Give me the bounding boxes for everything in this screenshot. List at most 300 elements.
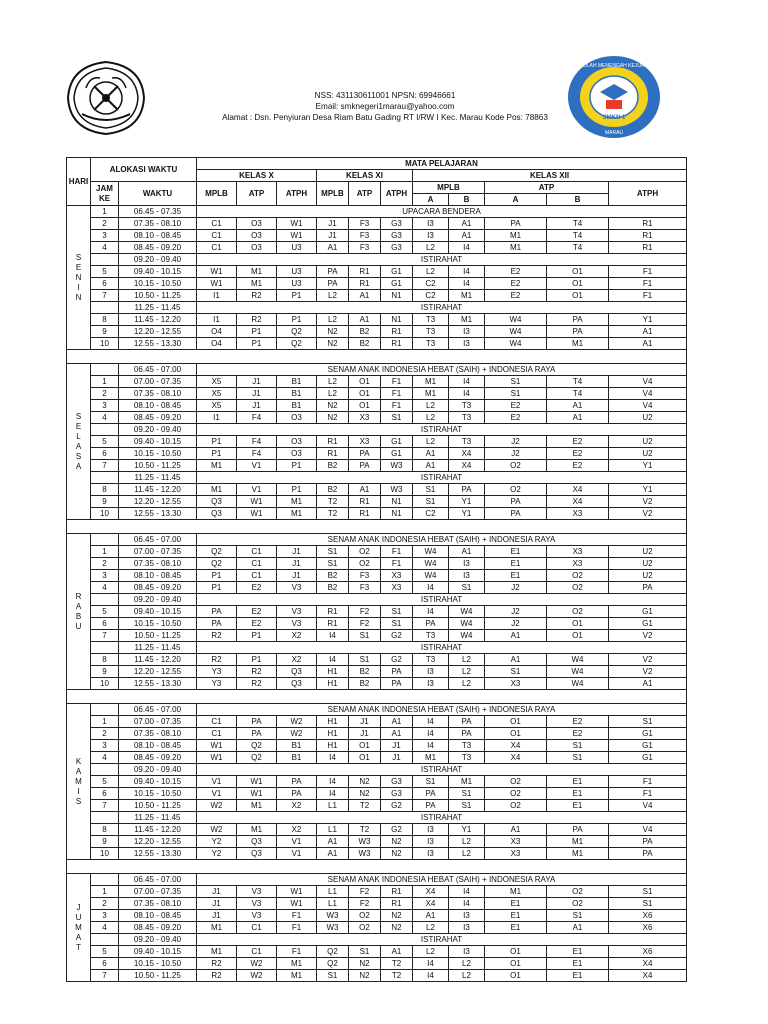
cell-subject: E1 <box>485 922 547 934</box>
cell-subject: Q2 <box>317 958 349 970</box>
cell-subject: PA <box>413 800 449 812</box>
table-row <box>67 364 687 376</box>
cell-subject: R2 <box>197 970 237 982</box>
cell-subject: A1 <box>449 218 485 230</box>
cell-subject: W2 <box>237 970 277 982</box>
cell-subject: W4 <box>547 666 609 678</box>
table-row <box>67 570 687 582</box>
cell-subject: L2 <box>413 266 449 278</box>
cell-waktu: 10.50 - 11.25 <box>119 630 197 642</box>
day-selasa <box>67 364 91 520</box>
cell-jam: 10 <box>91 678 119 690</box>
day-letter: N <box>75 272 82 282</box>
table-row <box>67 326 687 338</box>
cell-waktu: 07.35 - 08.10 <box>119 388 197 400</box>
cell-waktu: 11.45 - 12.20 <box>119 654 197 666</box>
cell-subject: R1 <box>317 618 349 630</box>
cell-subject: T2 <box>381 970 413 982</box>
cell-subject: Q2 <box>277 338 317 350</box>
cell-subject: S1 <box>547 752 609 764</box>
school-logo-ring-text: SEKOLAH MENENGAH KEJURUAN <box>572 63 656 69</box>
cell-subject: J1 <box>197 886 237 898</box>
cell-subject: E2 <box>485 290 547 302</box>
cell-subject: X3 <box>381 570 413 582</box>
table-row <box>67 606 687 618</box>
school-logo-icon <box>566 54 662 140</box>
day-letter: N <box>75 292 82 302</box>
table-row <box>67 642 687 654</box>
cell-subject: T2 <box>317 496 349 508</box>
table-row <box>67 776 687 788</box>
day-letter: A <box>75 932 82 942</box>
cell-waktu: 08.45 - 09.20 <box>119 242 197 254</box>
cell-subject: T3 <box>413 338 449 350</box>
cell-subject: B1 <box>277 376 317 388</box>
cell-jam: 9 <box>91 496 119 508</box>
cell-subject: A1 <box>485 630 547 642</box>
cell-subject: O1 <box>349 376 381 388</box>
cell-subject: S1 <box>609 886 687 898</box>
cell-waktu: 07.00 - 07.35 <box>119 546 197 558</box>
cell-subject: G3 <box>381 788 413 800</box>
cell-subject: I3 <box>449 570 485 582</box>
cell-waktu: 12.55 - 13.30 <box>119 678 197 690</box>
table-row <box>67 460 687 472</box>
table-row <box>67 254 687 266</box>
cell-subject: W4 <box>413 570 449 582</box>
cell-subject: PA <box>485 218 547 230</box>
cell-waktu: 08.10 - 08.45 <box>119 570 197 582</box>
cell-subject: N2 <box>381 910 413 922</box>
cell-subject: L2 <box>413 922 449 934</box>
cell-subject: E2 <box>485 412 547 424</box>
cell-subject: O4 <box>197 338 237 350</box>
cell-subject: E1 <box>485 558 547 570</box>
cell-subject: PA <box>413 618 449 630</box>
col-x-mplb: MPLB <box>197 182 237 206</box>
cell-subject: V3 <box>277 582 317 594</box>
cell-jam <box>91 642 119 654</box>
cell-jam: 7 <box>91 630 119 642</box>
cell-waktu: 09.20 - 09.40 <box>119 934 197 946</box>
cell-subject: T3 <box>413 630 449 642</box>
cell-subject: M1 <box>197 946 237 958</box>
table-row <box>67 630 687 642</box>
cell-subject: C1 <box>237 922 277 934</box>
cell-subject: G1 <box>381 448 413 460</box>
cell-subject: Y1 <box>609 460 687 472</box>
cell-subject: C1 <box>197 728 237 740</box>
cell-subject: I3 <box>449 922 485 934</box>
cell-subject: I3 <box>449 558 485 570</box>
cell-subject: T3 <box>413 654 449 666</box>
cell-event: SENAM ANAK INDONESIA HEBAT (SAIH) + INDONESIA RAYA <box>197 874 687 886</box>
cell-jam <box>91 254 119 266</box>
email-text: Email: smknegeri1marau@yahoo.com <box>315 102 455 111</box>
cell-waktu: 08.45 - 09.20 <box>119 752 197 764</box>
cell-subject: W2 <box>197 800 237 812</box>
cell-subject: W1 <box>197 266 237 278</box>
day-letter: A <box>75 601 82 611</box>
cell-subject: R1 <box>349 508 381 520</box>
cell-subject: M1 <box>197 922 237 934</box>
cell-jam: 9 <box>91 836 119 848</box>
cell-subject: W2 <box>277 716 317 728</box>
cell-subject: M1 <box>413 388 449 400</box>
cell-subject: T3 <box>449 752 485 764</box>
table-row <box>67 314 687 326</box>
cell-jam: 1 <box>91 886 119 898</box>
cell-waktu: 08.10 - 08.45 <box>119 230 197 242</box>
cell-subject: F3 <box>349 242 381 254</box>
table-row <box>67 534 687 546</box>
cell-subject: I1 <box>197 412 237 424</box>
table-row <box>67 824 687 836</box>
cell-subject: N1 <box>381 508 413 520</box>
cell-subject: B2 <box>317 570 349 582</box>
cell-subject: O1 <box>547 618 609 630</box>
cell-subject: W1 <box>237 776 277 788</box>
table-row <box>67 654 687 666</box>
cell-subject: O1 <box>485 716 547 728</box>
cell-subject: M1 <box>237 800 277 812</box>
cell-subject: F4 <box>237 436 277 448</box>
cell-subject: N2 <box>381 848 413 860</box>
cell-subject: W2 <box>237 958 277 970</box>
cell-subject: X4 <box>413 886 449 898</box>
cell-subject: B1 <box>277 752 317 764</box>
cell-subject: O4 <box>197 326 237 338</box>
cell-subject: N2 <box>349 970 381 982</box>
cell-subject: R2 <box>197 630 237 642</box>
table-row <box>67 812 687 824</box>
cell-subject: A1 <box>485 824 547 836</box>
cell-waktu: 08.10 - 08.45 <box>119 740 197 752</box>
cell-jam <box>91 472 119 484</box>
cell-subject: F3 <box>349 218 381 230</box>
col-waktu: WAKTU <box>119 182 197 206</box>
cell-subject: T3 <box>449 740 485 752</box>
cell-subject: PA <box>547 326 609 338</box>
schedule-body <box>67 206 687 982</box>
cell-subject: W1 <box>277 230 317 242</box>
cell-subject: I3 <box>413 230 449 242</box>
cell-jam <box>91 534 119 546</box>
cell-subject: A1 <box>349 290 381 302</box>
cell-subject: F1 <box>609 266 687 278</box>
cell-subject: PA <box>609 582 687 594</box>
cell-subject: S1 <box>317 558 349 570</box>
table-row <box>67 496 687 508</box>
cell-subject: S1 <box>609 898 687 910</box>
cell-subject: F1 <box>381 400 413 412</box>
cell-subject: C2 <box>413 290 449 302</box>
cell-subject: E1 <box>547 776 609 788</box>
cell-subject: L2 <box>413 946 449 958</box>
cell-waktu: 12.20 - 12.55 <box>119 836 197 848</box>
table-row <box>67 704 687 716</box>
cell-subject: W4 <box>413 546 449 558</box>
cell-event: SENAM ANAK INDONESIA HEBAT (SAIH) + INDONESIA RAYA <box>197 704 687 716</box>
cell-subject: M1 <box>277 970 317 982</box>
cell-subject: A1 <box>413 910 449 922</box>
table-row <box>67 874 687 886</box>
cell-subject: B2 <box>317 582 349 594</box>
table-row <box>67 958 687 970</box>
cell-subject: L2 <box>317 376 349 388</box>
cell-subject: V4 <box>609 400 687 412</box>
cell-subject: PA <box>485 508 547 520</box>
cell-subject: U3 <box>277 278 317 290</box>
cell-subject: W1 <box>237 496 277 508</box>
cell-subject: L2 <box>449 666 485 678</box>
cell-subject: J1 <box>381 740 413 752</box>
cell-jam: 5 <box>91 266 119 278</box>
cell-subject: I4 <box>449 886 485 898</box>
cell-jam: 5 <box>91 776 119 788</box>
cell-subject: PA <box>413 788 449 800</box>
cell-subject: PA <box>449 716 485 728</box>
cell-waktu: 09.40 - 10.15 <box>119 946 197 958</box>
cell-subject: G3 <box>381 218 413 230</box>
cell-subject: O1 <box>547 278 609 290</box>
col-xii-mplb-b: B <box>449 194 485 206</box>
cell-subject: S1 <box>547 740 609 752</box>
cell-subject: E1 <box>547 788 609 800</box>
cell-subject: C2 <box>413 508 449 520</box>
cell-subject: I3 <box>413 678 449 690</box>
cell-subject: B1 <box>277 388 317 400</box>
table-row <box>67 436 687 448</box>
cell-subject: U3 <box>277 242 317 254</box>
cell-subject: O3 <box>237 218 277 230</box>
cell-subject: S1 <box>349 946 381 958</box>
cell-subject: A1 <box>349 484 381 496</box>
cell-subject: J1 <box>317 218 349 230</box>
cell-subject: I3 <box>449 338 485 350</box>
cell-subject: J1 <box>381 752 413 764</box>
cell-waktu: 07.35 - 08.10 <box>119 898 197 910</box>
cell-subject: I4 <box>413 740 449 752</box>
col-xi-atph: ATPH <box>381 182 413 206</box>
cell-subject: M1 <box>237 824 277 836</box>
cell-waktu: 09.20 - 09.40 <box>119 254 197 266</box>
cell-subject: X3 <box>349 412 381 424</box>
table-row <box>67 412 687 424</box>
cell-subject: X2 <box>277 800 317 812</box>
cell-subject: S1 <box>381 618 413 630</box>
cell-subject: I3 <box>449 910 485 922</box>
day-senin <box>67 206 91 350</box>
cell-subject: M1 <box>197 484 237 496</box>
cell-subject: V2 <box>609 508 687 520</box>
cell-jam: 4 <box>91 412 119 424</box>
cell-jam: 10 <box>91 508 119 520</box>
cell-waktu: 08.45 - 09.20 <box>119 412 197 424</box>
col-jam-ke: JAM KE <box>91 182 119 206</box>
cell-waktu: 12.55 - 13.30 <box>119 338 197 350</box>
cell-subject: P1 <box>277 314 317 326</box>
cell-subject: S1 <box>413 496 449 508</box>
cell-subject: X3 <box>485 836 547 848</box>
day-letter: U <box>75 912 82 922</box>
cell-waktu: 08.45 - 09.20 <box>119 582 197 594</box>
cell-subject: W1 <box>237 788 277 800</box>
cell-subject: W1 <box>237 508 277 520</box>
cell-jam: 10 <box>91 338 119 350</box>
cell-subject: F1 <box>381 376 413 388</box>
cell-subject: N2 <box>317 400 349 412</box>
cell-subject: E2 <box>237 606 277 618</box>
cell-waktu: 08.10 - 08.45 <box>119 910 197 922</box>
cell-subject: J1 <box>349 716 381 728</box>
cell-subject: P1 <box>237 338 277 350</box>
cell-subject: T2 <box>349 824 381 836</box>
cell-subject: R1 <box>609 242 687 254</box>
cell-subject: R1 <box>381 326 413 338</box>
cell-subject: N2 <box>381 836 413 848</box>
cell-subject: F3 <box>349 230 381 242</box>
table-row <box>67 338 687 350</box>
cell-subject: H1 <box>317 728 349 740</box>
cell-subject: T2 <box>349 800 381 812</box>
cell-jam: 8 <box>91 484 119 496</box>
cell-subject: I3 <box>413 848 449 860</box>
cell-jam: 9 <box>91 666 119 678</box>
day-letter: A <box>75 766 82 776</box>
col-mata-pelajaran: MATA PELAJARAN <box>197 158 687 170</box>
cell-subject: PA <box>547 314 609 326</box>
cell-waktu: 09.40 - 10.15 <box>119 776 197 788</box>
cell-subject: W1 <box>277 898 317 910</box>
cell-jam: 3 <box>91 740 119 752</box>
cell-subject: M1 <box>237 266 277 278</box>
cell-event: UPACARA BENDERA <box>197 206 687 218</box>
day-letter: J <box>76 902 81 912</box>
cell-subject: B2 <box>349 678 381 690</box>
cell-event: ISTIRAHAT <box>197 424 687 436</box>
table-row <box>67 594 687 606</box>
cell-subject: L2 <box>449 958 485 970</box>
cell-subject: B2 <box>317 484 349 496</box>
cell-subject: J2 <box>485 606 547 618</box>
day-separator <box>67 520 687 534</box>
table-row <box>67 618 687 630</box>
cell-subject: F1 <box>609 776 687 788</box>
cell-jam: 2 <box>91 388 119 400</box>
cell-subject: I3 <box>413 218 449 230</box>
cell-subject: I1 <box>197 290 237 302</box>
cell-subject: G2 <box>381 654 413 666</box>
table-row <box>67 448 687 460</box>
cell-waktu: 11.45 - 12.20 <box>119 824 197 836</box>
table-row <box>67 728 687 740</box>
cell-subject: O2 <box>349 910 381 922</box>
cell-subject: S1 <box>609 716 687 728</box>
cell-jam: 4 <box>91 752 119 764</box>
cell-jam: 3 <box>91 230 119 242</box>
cell-event: ISTIRAHAT <box>197 472 687 484</box>
cell-subject: F2 <box>349 606 381 618</box>
day-letter: T <box>76 942 81 952</box>
day-letter: E <box>75 421 82 431</box>
cell-subject: M1 <box>485 886 547 898</box>
cell-subject: V1 <box>237 484 277 496</box>
cell-subject: M1 <box>277 496 317 508</box>
cell-subject: M1 <box>547 338 609 350</box>
day-jumat <box>67 874 91 982</box>
cell-subject: J2 <box>485 448 547 460</box>
cell-subject: V2 <box>609 666 687 678</box>
table-row <box>67 424 687 436</box>
cell-subject: J1 <box>237 376 277 388</box>
cell-jam: 8 <box>91 654 119 666</box>
cell-jam: 1 <box>91 206 119 218</box>
cell-subject: V1 <box>277 848 317 860</box>
cell-subject: T2 <box>317 508 349 520</box>
cell-subject: PA <box>349 448 381 460</box>
cell-event: ISTIRAHAT <box>197 812 687 824</box>
cell-waktu: 11.25 - 11.45 <box>119 642 197 654</box>
cell-subject: R2 <box>197 654 237 666</box>
cell-jam: 6 <box>91 448 119 460</box>
cell-subject: A1 <box>547 412 609 424</box>
table-row <box>67 242 687 254</box>
cell-subject: R2 <box>237 678 277 690</box>
cell-subject: W4 <box>449 630 485 642</box>
cell-waktu: 07.35 - 08.10 <box>119 558 197 570</box>
cell-subject: O2 <box>547 606 609 618</box>
cell-subject: S1 <box>381 412 413 424</box>
cell-event: SENAM ANAK INDONESIA HEBAT (SAIH) + INDONESIA RAYA <box>197 364 687 376</box>
cell-jam: 1 <box>91 376 119 388</box>
cell-subject: PA <box>449 728 485 740</box>
table-row <box>67 266 687 278</box>
address-text: Alamat : Dsn. Penyiuran Desa Riam Batu Gading RT I/RW I Kec. Marau Kode Pos: 78863 <box>222 113 548 122</box>
cell-subject: V1 <box>277 836 317 848</box>
cell-subject: M1 <box>449 314 485 326</box>
cell-subject: I3 <box>413 666 449 678</box>
day-separator-cell <box>67 690 687 704</box>
cell-subject: PA <box>317 266 349 278</box>
cell-event: ISTIRAHAT <box>197 642 687 654</box>
table-row <box>67 970 687 982</box>
cell-subject: A1 <box>609 678 687 690</box>
cell-subject: T3 <box>449 412 485 424</box>
cell-subject: S1 <box>413 776 449 788</box>
cell-subject: G1 <box>609 618 687 630</box>
cell-subject: P1 <box>237 654 277 666</box>
cell-subject: B1 <box>277 740 317 752</box>
cell-subject: F1 <box>609 788 687 800</box>
cell-waktu: 07.00 - 07.35 <box>119 716 197 728</box>
cell-subject: W4 <box>547 654 609 666</box>
table-row <box>67 400 687 412</box>
cell-subject: C1 <box>197 218 237 230</box>
cell-subject: PA <box>197 606 237 618</box>
cell-waktu: 12.20 - 12.55 <box>119 496 197 508</box>
cell-subject: G3 <box>381 230 413 242</box>
cell-subject: W4 <box>485 314 547 326</box>
day-letter: K <box>75 756 82 766</box>
cell-subject: X6 <box>609 910 687 922</box>
cell-subject: X5 <box>197 388 237 400</box>
table-row <box>67 678 687 690</box>
cell-subject: S1 <box>381 606 413 618</box>
cell-subject: X5 <box>197 400 237 412</box>
cell-subject: T4 <box>547 376 609 388</box>
cell-subject: T4 <box>547 230 609 242</box>
